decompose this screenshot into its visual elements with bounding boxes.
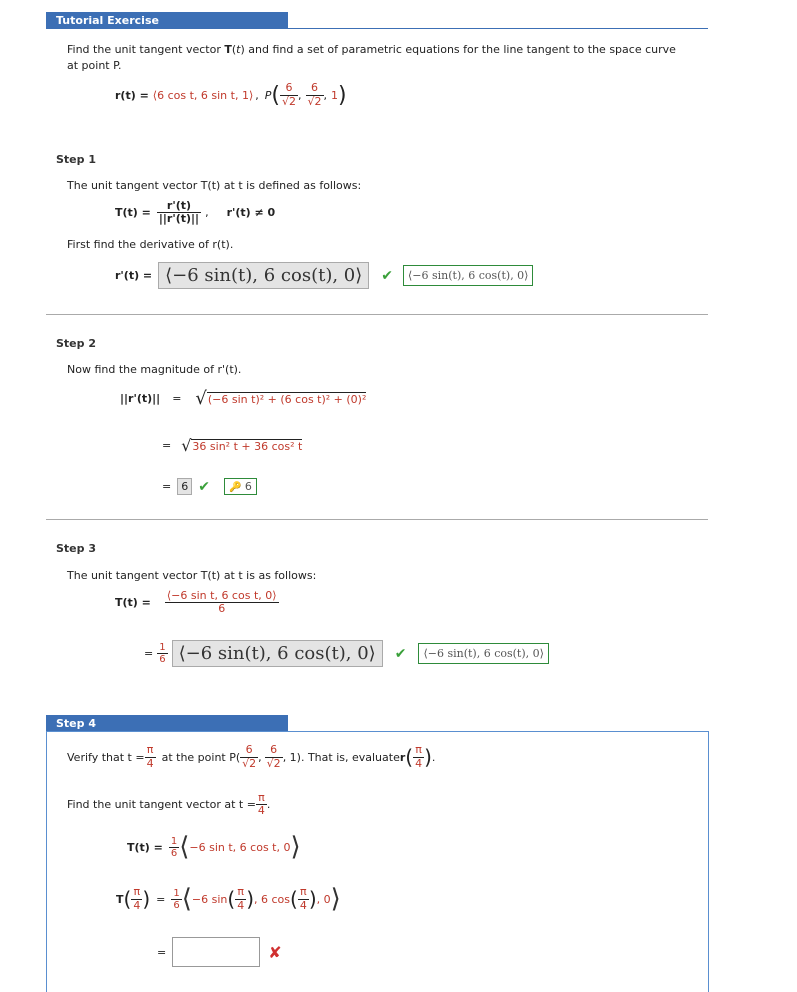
step4-answer-input[interactable] <box>172 937 260 967</box>
step1-answer-input[interactable]: ⟨−6 sin(t), 6 cos(t), 0⟩ <box>158 262 369 289</box>
problem-equation: r(t) = ⟨6 cos t, 6 sin t, 1⟩ , P ( $\frac{6}{√2}$ , $\frac{6}{√2}$ , 1 ) <box>115 81 347 108</box>
step2-magnitude-row: ||r'(t)|| = √ (−6 sin t)² + (6 cos t)² + (0)² <box>120 388 367 409</box>
step3-formula: T(t) = $\frac{\text{⟨−6 sin t, 6 cos t, 0⟩}}{6}$ <box>115 589 277 616</box>
step2-text: Now find the magnitude of r'(t). <box>67 363 242 376</box>
step4-find-text: Find the unit tangent vector at t = $\frac{\pi}{4}$ . <box>67 791 271 818</box>
header-rule <box>46 28 708 29</box>
divider <box>46 314 708 315</box>
divider <box>46 519 708 520</box>
step3-answer-row: = $\frac{1}{6}$ ⟨−6 sin(t), 6 cos(t), 0⟩ ✔ ⟨−6 sin(t), 6 cos(t), 0⟩ <box>144 640 549 667</box>
step1-correct-answer: ⟨−6 sin(t), 6 cos(t), 0⟩ <box>403 265 533 286</box>
step3-text: The unit tangent vector T(t) at t is as follows: <box>67 569 317 582</box>
check-icon: ✔ <box>198 478 210 495</box>
step2-simplify-row: = √ 36 sin² t + 36 cos² t <box>162 436 303 455</box>
step1-definition: T(t) = $\frac{r'(t)}{||r'(t)||}$ , r'(t) ≠ 0 <box>115 199 276 226</box>
step2-title: Step 2 <box>56 337 96 350</box>
step2-correct-answer: 🔑 6 <box>224 478 257 495</box>
step2-answer-input[interactable]: 6 <box>177 478 192 495</box>
step1-deriv-text: First find the derivative of r(t). <box>67 238 234 251</box>
step1-answer-row: r'(t) = ⟨−6 sin(t), 6 cos(t), 0⟩ ✔ ⟨−6 sin(t), 6 cos(t), 0⟩ <box>115 262 533 289</box>
step2-answer-row: = 6 ✔ 🔑 6 <box>162 478 257 495</box>
step3-answer-input[interactable]: ⟨−6 sin(t), 6 cos(t), 0⟩ <box>172 640 383 667</box>
step4-answer-row: = ✘ <box>157 937 282 967</box>
step4-header: Step 4 <box>46 715 288 732</box>
key-icon: 🔑 <box>228 482 242 493</box>
step4-formula1: T(t) = $\frac{1}{6}$ ⟨ −6 sin t, 6 cos t, 0 ⟩ <box>127 832 301 862</box>
tutorial-header <box>46 12 288 29</box>
x-icon: ✘ <box>268 942 282 962</box>
step3-title: Step 3 <box>56 542 96 555</box>
check-icon: ✔ <box>394 645 407 662</box>
step4-verify: Verify that t = $\frac{\pi}{4}$ at the point P( $\frac{6}{√2}$ , $\frac{6}{√2}$ , 1). That is, evaluate r ( $\frac{\pi}{4}$ ) . <box>67 743 436 770</box>
step3-correct-answer: ⟨−6 sin(t), 6 cos(t), 0⟩ <box>418 643 548 664</box>
problem-statement: Find the unit tangent vector T(t) and find a set of parametric equations for the line tangent to the space curve at point P. <box>67 43 676 72</box>
step1-text: The unit tangent vector T(t) at t is defined as follows: <box>67 179 362 192</box>
step4-formula2: T ( $\frac{\pi}{4}$ ) = $\frac{1}{6}$ ⟨ −6 sin ( $\frac{\pi}{4}$ ) , 6 cos ( $\frac{\pi}{4}$ ) , 0 ⟩ <box>116 884 341 914</box>
step1-title: Step 1 <box>56 153 96 166</box>
check-icon: ✔ <box>381 267 394 284</box>
tutorial-title: Tutorial Exercise <box>56 14 159 27</box>
